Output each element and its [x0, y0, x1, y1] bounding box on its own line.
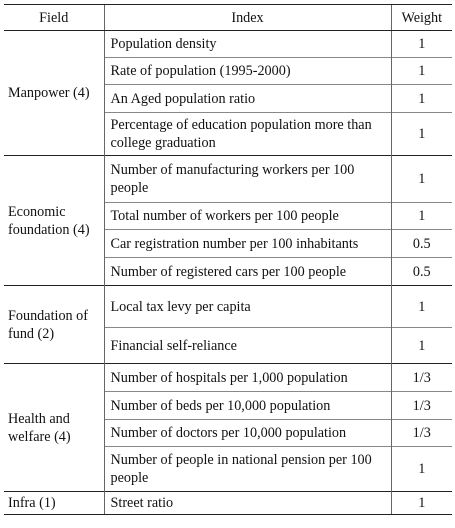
index-cell: Local tax levy per capita: [104, 286, 391, 328]
index-cell: Financial self-reliance: [104, 328, 391, 364]
field-cell: Foundation of fund (2): [4, 286, 104, 364]
table-header: [4, 5, 452, 31]
weight-cell: 0.5: [391, 230, 452, 258]
index-cell: Number of registered cars per 100 people: [104, 258, 391, 286]
field-cell: Infra (1): [4, 492, 104, 515]
index-cell: Car registration number per 100 inhabitants: [104, 230, 391, 258]
field-cell: Manpower (4): [8, 85, 90, 101]
weight-cell: 1: [391, 85, 452, 113]
weight-cell: 1/3: [391, 392, 452, 420]
weight-cell: 1: [391, 492, 452, 515]
weight-cell: 0.5: [391, 258, 452, 286]
weight-cell: 1: [391, 328, 452, 364]
weight-cell: 1/3: [391, 364, 452, 392]
weight-cell: 1: [391, 447, 452, 492]
table-row: [4, 492, 452, 515]
index-cell: Population density: [104, 31, 391, 58]
weight-cell: 1: [391, 286, 452, 328]
index-cell: Rate of population (1995-2000): [104, 58, 391, 85]
weight-cell: 1: [391, 113, 452, 156]
header-row: [4, 5, 452, 31]
weight-cell: 1: [391, 31, 452, 58]
index-cell: Total number of workers per 100 people: [104, 203, 391, 230]
header-index: Index: [104, 5, 391, 31]
index-cell: Number of beds per 10,000 population: [104, 392, 391, 420]
table-row: [4, 31, 452, 58]
table-row: [4, 364, 452, 392]
weight-cell: 1: [391, 58, 452, 85]
index-cell: Number of hospitals per 1,000 population: [104, 364, 391, 392]
index-cell: Street ratio: [104, 492, 391, 515]
table-body: [4, 31, 452, 515]
weight-cell: 1: [391, 203, 452, 230]
field-cell: Health and welfare (4): [4, 364, 104, 492]
header-weight: Weight: [391, 5, 452, 31]
index-weight-table: [4, 4, 452, 515]
field-cell: Economic foundation (4): [4, 156, 104, 286]
weight-cell: 1/3: [391, 420, 452, 447]
index-cell: An Aged population ratio: [104, 85, 391, 113]
index-cell: Number of manufacturing workers per 100 people: [104, 156, 391, 203]
index-cell: Percentage of education population more than college graduation: [104, 113, 391, 156]
index-cell: Number of doctors per 10,000 population: [104, 420, 391, 447]
index-cell: Number of people in national pension per 100 people: [104, 447, 391, 492]
weight-cell: 1: [391, 156, 452, 203]
header-field: Field: [4, 5, 104, 31]
table-row: [4, 156, 452, 203]
table-row: [4, 286, 452, 328]
